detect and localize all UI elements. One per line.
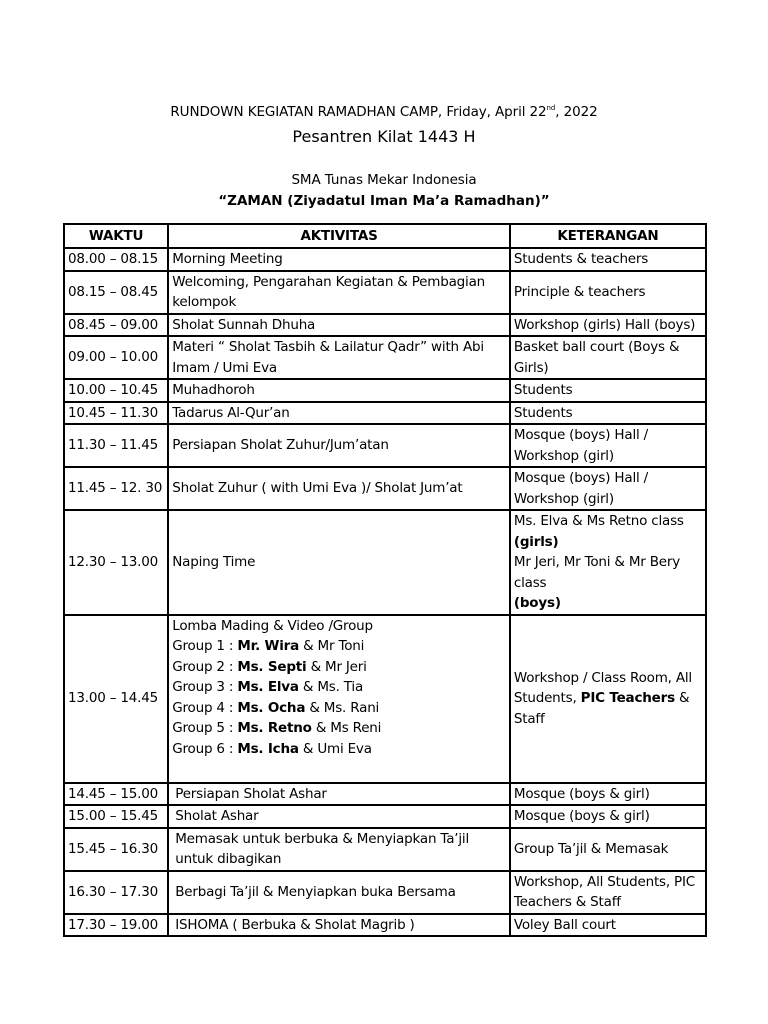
column-header-keterangan: KETERANGAN [510,224,706,248]
column-header-waktu: WAKTU [64,224,168,248]
activity-text: Persiapan Sholat Ashar [175,785,327,802]
notes-cell [510,424,706,467]
notes-cell [510,871,706,914]
activity-cell [168,871,510,914]
notes-text: Students [513,404,573,421]
activity-line [175,829,506,870]
activity-bold-text: Ms. Ocha [237,699,306,716]
notes-text: Principle & teachers [513,283,646,300]
activity-text: Sholat Ashar [175,808,259,824]
table-row [64,615,706,783]
table-row [64,828,706,871]
notes-cell [510,615,706,783]
school-name: SMA Tunas Mekar Indonesia [291,172,477,188]
activity-text: Group 4 : [172,699,238,716]
notes-text: Ms. Elva & Ms Retno class [513,513,684,529]
notes-text: Students [513,382,573,398]
activity-text: Morning Meeting [172,251,283,267]
activity-cell [168,424,510,467]
activity-cell [168,467,510,510]
document-title [0,104,768,120]
notes-text: & Staff [513,690,690,727]
activity-text: Memasak untuk berbuka & Menyiapkan Ta’jil untuk dibagikan [175,830,470,867]
notes-line [514,784,702,805]
time-cell: 16.30 – 17.30 [64,871,168,914]
time-cell: 17.30 – 19.00 [64,914,168,937]
notes-cell [510,828,706,871]
activity-text: ISHOMA ( Berbuka & Sholat Magrib ) [175,916,415,933]
table-row [64,336,706,379]
activity-cell [168,402,510,425]
notes-line [514,249,702,270]
activity-text: & Umi Eva [298,740,372,757]
notes-line [514,668,702,730]
time-cell: 08.00 – 08.15 [64,248,168,271]
activity-bold-text: Mr. Wira [237,638,300,654]
time-cell: 11.45 – 12. 30 [64,467,168,510]
activity-line [172,435,506,456]
activity-text: Muhadhoroh [172,382,255,398]
notes-bold-text: (boys) [513,595,561,611]
notes-text: Group Ta’jil & Memasak [513,840,669,857]
activity-cell [168,783,510,806]
activity-text: Welcoming, Pengarahan Kegiatan & Pembagian kelompok [172,273,486,310]
activity-cell [168,271,510,314]
notes-cell [510,248,706,271]
activity-bold-text: Ms. Retno [237,720,312,736]
table-row [64,271,706,314]
document-subtitle: Pesantren Kilat 1443 H [292,127,476,146]
notes-text: Workshop / Class Room, All Students, [513,669,692,707]
notes-text: Mosque (boys) Hall / Workshop (girl) [513,427,648,464]
schedule-table [63,223,707,937]
notes-cell [510,783,706,806]
notes-text: Mr Jeri, Mr Toni & Mr Bery class [513,554,681,591]
theme-title: “ZAMAN (Ziyadatul Iman Ma’a Ramadhan)” [218,193,550,209]
time-cell: 15.00 – 15.45 [64,805,168,828]
notes-cell [510,914,706,937]
activity-line [175,784,506,805]
notes-text: Workshop (girls) Hall (boys) [513,316,696,333]
activity-line [172,636,506,657]
activity-line [172,380,506,401]
title-superscript: nd [546,104,556,112]
notes-text: Basket ball court (Boys & Girls) [513,339,680,376]
notes-line [514,593,702,614]
time-cell: 08.45 – 09.00 [64,314,168,337]
table-row [64,314,706,337]
activity-cell [168,828,510,871]
activity-line [172,403,506,424]
notes-text: Mosque (boys) Hall / Workshop (girl) [513,470,648,507]
activity-line [175,882,506,903]
notes-line [514,839,702,860]
notes-text: Students & teachers [513,251,649,267]
activity-text: Tadarus Al-Qur’an [172,404,290,421]
notes-line [514,806,702,827]
activity-text: & Ms. Tia [298,679,364,695]
table-row [64,871,706,914]
notes-cell [510,271,706,314]
table-row [64,379,706,402]
title-text: RUNDOWN KEGIATAN RAMADHAN CAMP, Friday, April 22 [170,104,547,120]
notes-line [514,337,702,378]
activity-text: Naping Time [172,554,256,570]
column-header-aktivitas: AKTIVITAS [168,224,510,248]
activity-text: Group 2 : [172,658,238,675]
notes-line [514,403,702,424]
activity-text: Berbagi Ta’jil & Menyiapkan buka Bersama [175,883,456,900]
notes-line [514,511,702,532]
table-row [64,783,706,806]
activity-text: Sholat Sunnah Dhuha [172,316,316,333]
activity-line [175,915,506,936]
activity-bold-text: Ms. Elva [237,679,299,695]
notes-text: Mosque (boys & girl) [513,808,650,824]
activity-cell [168,615,510,783]
notes-line [514,468,702,509]
activity-line [175,806,506,827]
notes-cell [510,510,706,615]
activity-cell [168,314,510,337]
table-row [64,424,706,467]
activity-text: & Ms. Rani [305,699,380,716]
table-row [64,805,706,828]
activity-text: Group 1 : [172,638,238,654]
notes-line [514,282,702,303]
activity-text: Group 3 : [172,679,238,695]
table-row [64,510,706,615]
notes-line [514,552,702,593]
activity-text: Materi “ Sholat Tasbih & Lailatur Qadr” with Abi Imam / Umi Eva [172,339,484,376]
notes-cell [510,805,706,828]
time-cell: 13.00 – 14.45 [64,615,168,783]
notes-line [514,872,702,913]
time-cell: 10.00 – 10.45 [64,379,168,402]
notes-line [514,425,702,466]
activity-text: & Mr Jeri [306,658,367,675]
activity-line [172,337,506,378]
notes-text: Voley Ball court [513,916,616,933]
activity-cell [168,336,510,379]
activity-cell [168,805,510,828]
activity-cell [168,914,510,937]
notes-line [514,315,702,336]
time-cell: 12.30 – 13.00 [64,510,168,615]
activity-line [172,552,506,573]
table-row [64,467,706,510]
time-cell: 15.45 – 16.30 [64,828,168,871]
notes-cell [510,379,706,402]
activity-line [172,616,506,637]
notes-line [514,532,702,553]
activity-text: & Ms Reni [311,720,382,736]
activity-line [172,657,506,678]
activity-bold-text: Ms. Septi [237,658,307,675]
activity-text: Persiapan Sholat Zuhur/Jum’atan [172,437,389,454]
time-cell: 14.45 – 15.00 [64,783,168,806]
notes-cell [510,336,706,379]
activity-line [172,698,506,719]
time-cell: 09.00 – 10.00 [64,336,168,379]
notes-bold-text: PIC Teachers [580,690,675,707]
notes-bold-text: (girls) [513,533,559,550]
activity-text: Group 6 : [172,740,238,757]
activity-line [172,677,506,698]
activity-text: Sholat Zuhur ( with Umi Eva )/ Sholat Jum’at [172,480,463,497]
notes-cell [510,467,706,510]
notes-cell [510,402,706,425]
activity-line [172,739,506,760]
title-year: , 2022 [555,104,598,120]
activity-line [172,315,506,336]
notes-text: Mosque (boys & girl) [513,785,650,802]
time-cell: 08.15 – 08.45 [64,271,168,314]
activity-text: & Mr Toni [299,638,365,654]
table-header-row [64,224,706,248]
activity-cell [168,248,510,271]
notes-text: Workshop, All Students, PIC Teachers & Staff [513,873,695,910]
activity-line [172,249,506,270]
activity-bold-text: Ms. Icha [237,740,299,757]
activity-cell [168,510,510,615]
activity-text: Group 5 : [172,720,238,736]
time-cell: 11.30 – 11.45 [64,424,168,467]
activity-cell [168,379,510,402]
table-row [64,914,706,937]
activity-line [172,718,506,739]
notes-line [514,915,702,936]
table-row [64,402,706,425]
notes-line [514,380,702,401]
time-cell: 10.45 – 11.30 [64,402,168,425]
activity-text: Lomba Mading & Video /Group [172,617,373,634]
schedule-body [64,248,706,936]
notes-cell [510,314,706,337]
activity-line [172,272,506,313]
table-row [64,248,706,271]
activity-line [172,478,506,499]
